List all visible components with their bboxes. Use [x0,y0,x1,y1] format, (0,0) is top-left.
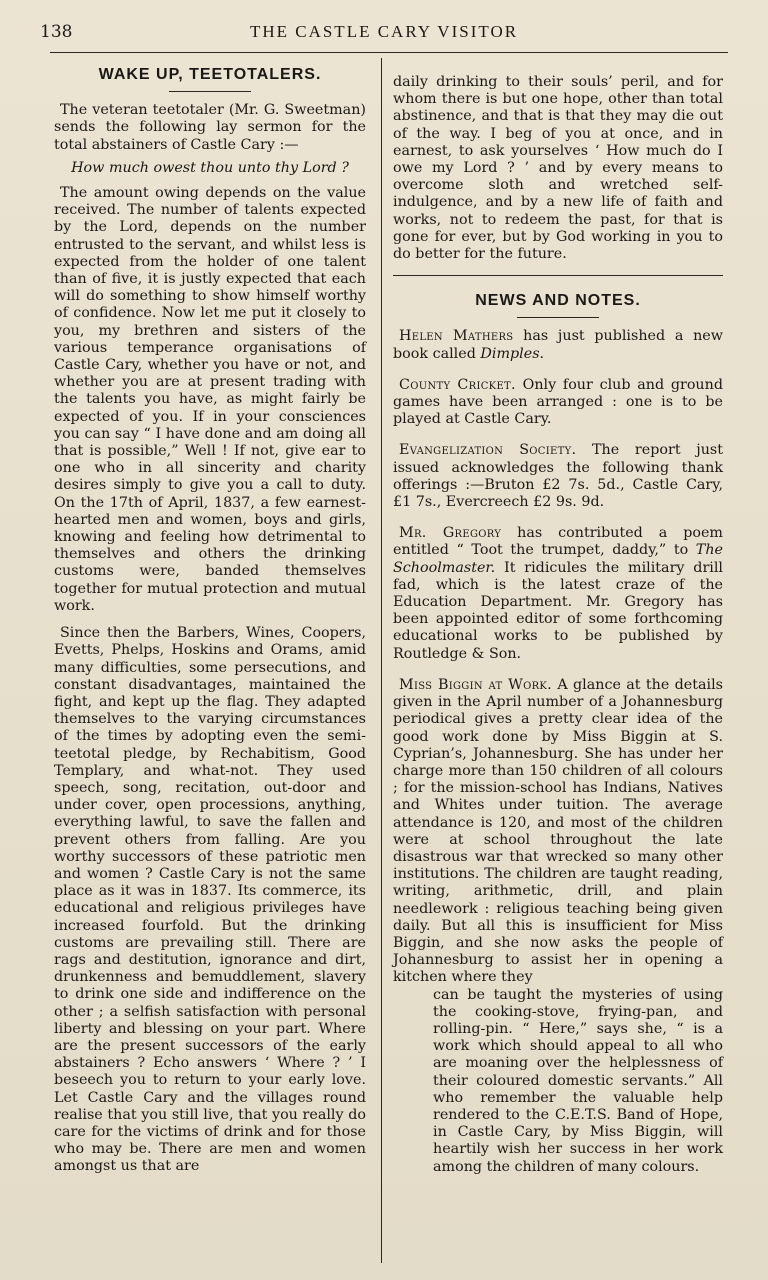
running-title: THE CASTLE CARY VISITOR [249,22,519,41]
news-title: NEWS AND NOTES. [475,292,641,310]
header-rule [50,52,728,53]
article-intro: The veteran teetotaler (Mr. G. Sweetman) sends the following lay sermon for the total abstainers of Castle Cary :— [54,102,366,153]
scripture-quote: How much owest thou unto thy Lord ? [71,159,349,176]
news-item-lead: Mr. Gregory [399,525,502,542]
news-item [393,442,723,511]
section-rule [393,275,723,276]
news-item [393,677,723,987]
news-item-text: The report just issued acknowledges the following thank offerings :—Bruton £2 7s. 5d., Castle Cary, £1 7s., Evercreech £2 9s. 9d. [393,442,723,511]
article-title: WAKE UP, TEETOTALERS. [98,66,322,83]
article-paragraph-1: The amount owing depends on the value received. The number of talents expected by the Lord, depends on the number entrusted to the servant, and whilst less is expected from the holder of one talent than of five, it is justly expected that each will do something to show himself worthy of confidence. Now let me put it closely to you, my brethren and sisters of the various temperance organisations of Castle Cary, whether you have or not, and whether you are at present trading with the talents you have, as might fairly be expected of you. If in your consciences you can say “ I have done and am doing all that is possible,” Well ! If not, give ear to one who in all sincerity and charity desires simply to give you a call to duty. On the 17th of April, 1837, a few earnest-hearted men and women, boys and girls, knowing and feeling how detrimental to themselves and others the drinking customs were, banded themselves together for mutual protection and mutual work. [54,185,366,614]
news-item [393,525,723,663]
news-item-emphasis: The Schoolmaster. [393,542,723,576]
news-item-lead: Helen Mathers [399,328,514,345]
article-continuation: daily drinking to their souls’ peril, and for whom there is but one hope, other than total abstinence, and that is that they may die out of the way. I beg of you at once, and in earnest, to ask yourselves ‘ How much do I owe my Lord ? ’ and by every means to overcome sloth and wretched self-indulgence, and by a new life of faith and works, not to redeem the past, for that is gone for ever, but by God working in you to do better for the future. [393,74,723,263]
left-column [54,66,366,1176]
news-item-emphasis: Dimples [480,345,540,362]
news-item [393,377,723,429]
news-item-text: Only four club and ground games have been arranged : one is to be played at Castle Cary. [393,376,723,428]
column-divider [381,58,382,1263]
news-item [393,328,723,362]
news-item-tail: . [539,345,545,362]
news-item-lead: Miss Biggin at Work. [399,676,553,693]
running-head [40,22,728,46]
news-item-lead: Evangelization Society. [399,442,577,459]
page-number: 138 [40,22,73,42]
news-item-text: A glance at the details given in the April number of a Johannesburg periodical gives a pretty clear idea of the good work done by Miss Biggin at S. Cyprian’s, Johannesburg. She has under her charge more than 150 children of all colours ; for the mission-school has Indians, Natives and Whites under tuition. The average attendance is 120, and most of the children were at school throughout the late disastrous war that wrecked so many other institutions. The children are taught reading, writing, arithmetic, drill, and plain needlework : religious teaching being given daily. But all this is insufficient for Miss Biggin, and she now asks the people of Johannesburg to assist her in opening a kitchen where they [393,676,723,986]
news-title-rule [517,317,599,318]
article-paragraph-2: Since then the Barbers, Wines, Coopers, Evetts, Phelps, Hoskins and Orams, amid many difficulties, some persecutions, and constant disadvantages, maintained the fight, and kept up the flag. They adapted themselves to the varying circumstances of the times by adopting even the semi-teetotal pledge, by Rechabitism, Good Templary, and what-not. They used speech, song, recitation, out-door and under cover, open processions, anything, everything lawful, to save the fallen and prevent others from falling. Are you worthy successors of these patriotic men and women ? Castle Cary is not the same place as it was in 1837. Its commerce, its educational and religious privileges have increased fourfold. But the drinking customs are prevailing still. There are rags and destitution, ignorance and dirt, drunkenness and bemuddlement, slavery to drink one side and indifference on the other ; a selfish satisfaction with personal liberty and blessing on your part. Where are the present successors of the early abstainers ? Echo answers ‘ Where ? ’ I beseech you to return to your early love. Let Castle Cary and the villages round realise that you still live, that you really do care for the victims of drink and for those who may be. There are men and women amongst us that are [54,625,366,1175]
right-column [393,74,723,1176]
news-item-text: has just published a new book called [393,328,723,362]
news-item-text: has contributed a poem entitled “ Toot the trumpet, daddy,” to [393,525,723,559]
news-item-lead: County Cricket. [399,376,516,393]
news-item-continuation: can be taught the mysteries of using the cooking-stove, frying-pan, and rolling-pin. “ Here,” says she, “ is a work which should appeal to all who are moaning over the helplessness of their coloured domestic servants.” All who remember the valuable help rendered to the C.E.T.S. Band of Hope, in Castle Cary, by Miss Biggin, will heartily wish her success in her work among the children of many colours. [433,986,723,1175]
title-rule [169,91,251,92]
news-item-tail: It ridicules the military drill fad, which is the latest craze of the Education Department. Mr. Gregory has been appointed editor of some forthcoming educational works to be published by Routledge & Son. [393,559,723,662]
